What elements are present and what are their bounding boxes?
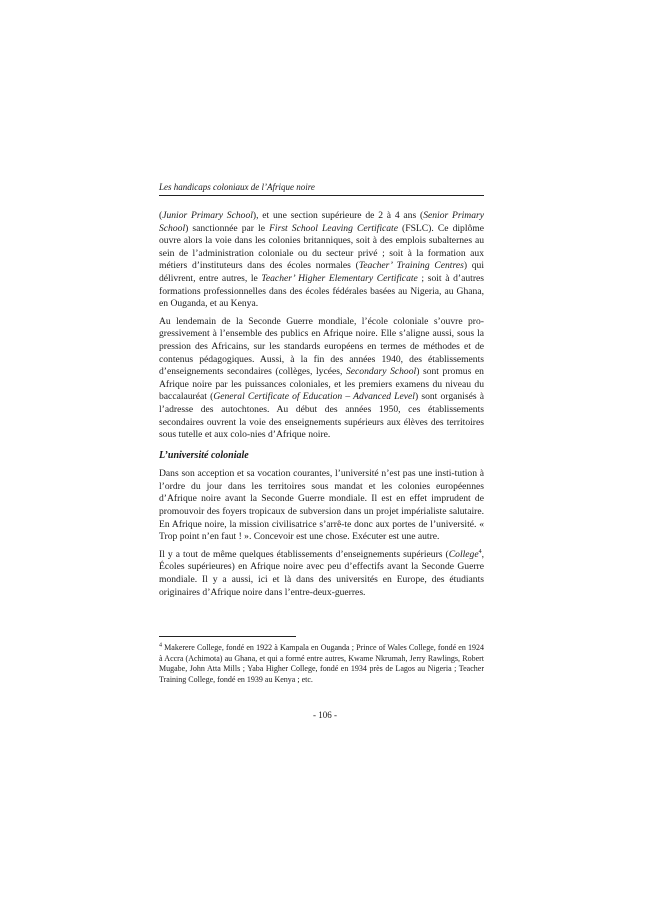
text-run: Il y a tout de même quelques établissements d’enseignements supérieurs (: [159, 548, 449, 560]
paragraph: [159, 468, 484, 544]
italic-run: College: [448, 548, 479, 560]
footnote-separator: [159, 636, 296, 637]
paragraph: [159, 549, 484, 599]
text-run: Dans son acception et sa vocation courantes, l’université n’est pas une insti-tution à l’ordre du jour dans les territoires sous mandat et les colonies européennes d’Afrique noire avant la Seconde Guerre mondiale. Il est en effet imprudent de promouvoir des foyers tropicaux de subversion dans un projet impérialiste salutaire. En Afrique noire, la mission civilisatrice s’arrê-te donc aux portes de l’université. « Trop point n’en faut ! ». Concevoir est une chose. Exécuter est une autre.: [159, 468, 484, 543]
text-run: ; soit à d’autres formations professionnelles dans des écoles fédérales basées au Nigeria, au Ghana, en Ouganda, et au Kenya.: [159, 272, 485, 310]
footnote-text: Makerere College, fondé en 1922 à Kampala en Ouganda ; Prince of Wales College, fondé en 1924 à Accra (Achimota) au Ghana, et qui a formé entre autres, Kwame Nkrumah, Jerry Rawlings, Robert Mugabe, John Atta Mills ; Yaba Higher College, fondé en 1934 près de Lagos au Nigeria ; Teacher Training College, fondé en 1939 au Kenya ; etc.: [159, 643, 485, 684]
paragraph: [159, 316, 484, 442]
italic-run: First School Leaving Certificate: [269, 222, 398, 234]
text-run: (FSLC). Ce diplôme ouvre alors la voie dans les colonies britanniques, soit à des emplois subalternes au sein de l’administration coloniale ou du secteur privé ; soit à la formation aux métiers d’instituteurs dans des écoles normales (: [159, 222, 485, 272]
text-run: Au lendemain de la Seconde Guerre mondiale, l’école coloniale s’ouvre pro-gressivement à l’ensemble des publics en Afrique noire. Elle s’aligne aussi, sous la pression des Africains, sur les standards européens en termes de méthodes et de contenus pédagogiques. Aussi, à la fin des années 1940, des établissements d’enseignements secondaires (collèges, lycées,: [159, 315, 484, 378]
footnote: [159, 643, 484, 685]
text-run: ) sanctionnée par le: [185, 222, 270, 234]
text-run: ) sont promus en Afrique noire par les puissances coloniales, et les premiers examens du niveau du baccalauréat (: [159, 366, 484, 403]
text-run: (: [159, 210, 163, 221]
paragraph: [159, 210, 484, 311]
italic-run: Senior Primary School: [159, 210, 484, 234]
text-run: ) qui délivrent, entre autres, le: [159, 260, 485, 284]
running-header: Les handicaps coloniaux de l’Afrique noire: [159, 182, 484, 196]
italic-run: General Certificate of Education – Advanced Level: [213, 391, 415, 403]
text-run: ) sont organisés à l’adresse des autochtones. Au début des années 1950, ces établissements secondaires ouvrent la voie des enseignements supérieurs aux élèves des territoires sous tutelle et aux colo-nies d’Afrique noire.: [159, 391, 485, 441]
body-text: [159, 210, 484, 604]
italic-run: Junior Primary School: [162, 210, 253, 221]
text-run: ), et une section supérieure de 2 à 4 ans (: [252, 210, 424, 221]
footnote-ref: 4: [478, 548, 482, 555]
page-number: - 106 -: [313, 710, 337, 720]
italic-run: Secondary School: [345, 366, 417, 378]
italic-run: Teacher’ Training Centres: [358, 260, 464, 272]
section-heading: L’université coloniale: [159, 449, 249, 461]
text-run: , Écoles supérieures) en Afrique noire avec peu d’effectifs avant la Seconde Guerre mondiale. Il y a aussi, ici et là dans des universités en Europe, des étudiants originaires d’Afrique noire dans l’entre-deux-guerres.: [159, 548, 484, 598]
italic-run: Teacher’ Higher Elementary Certificate: [261, 272, 418, 284]
footnote-marker: 4: [159, 642, 162, 649]
